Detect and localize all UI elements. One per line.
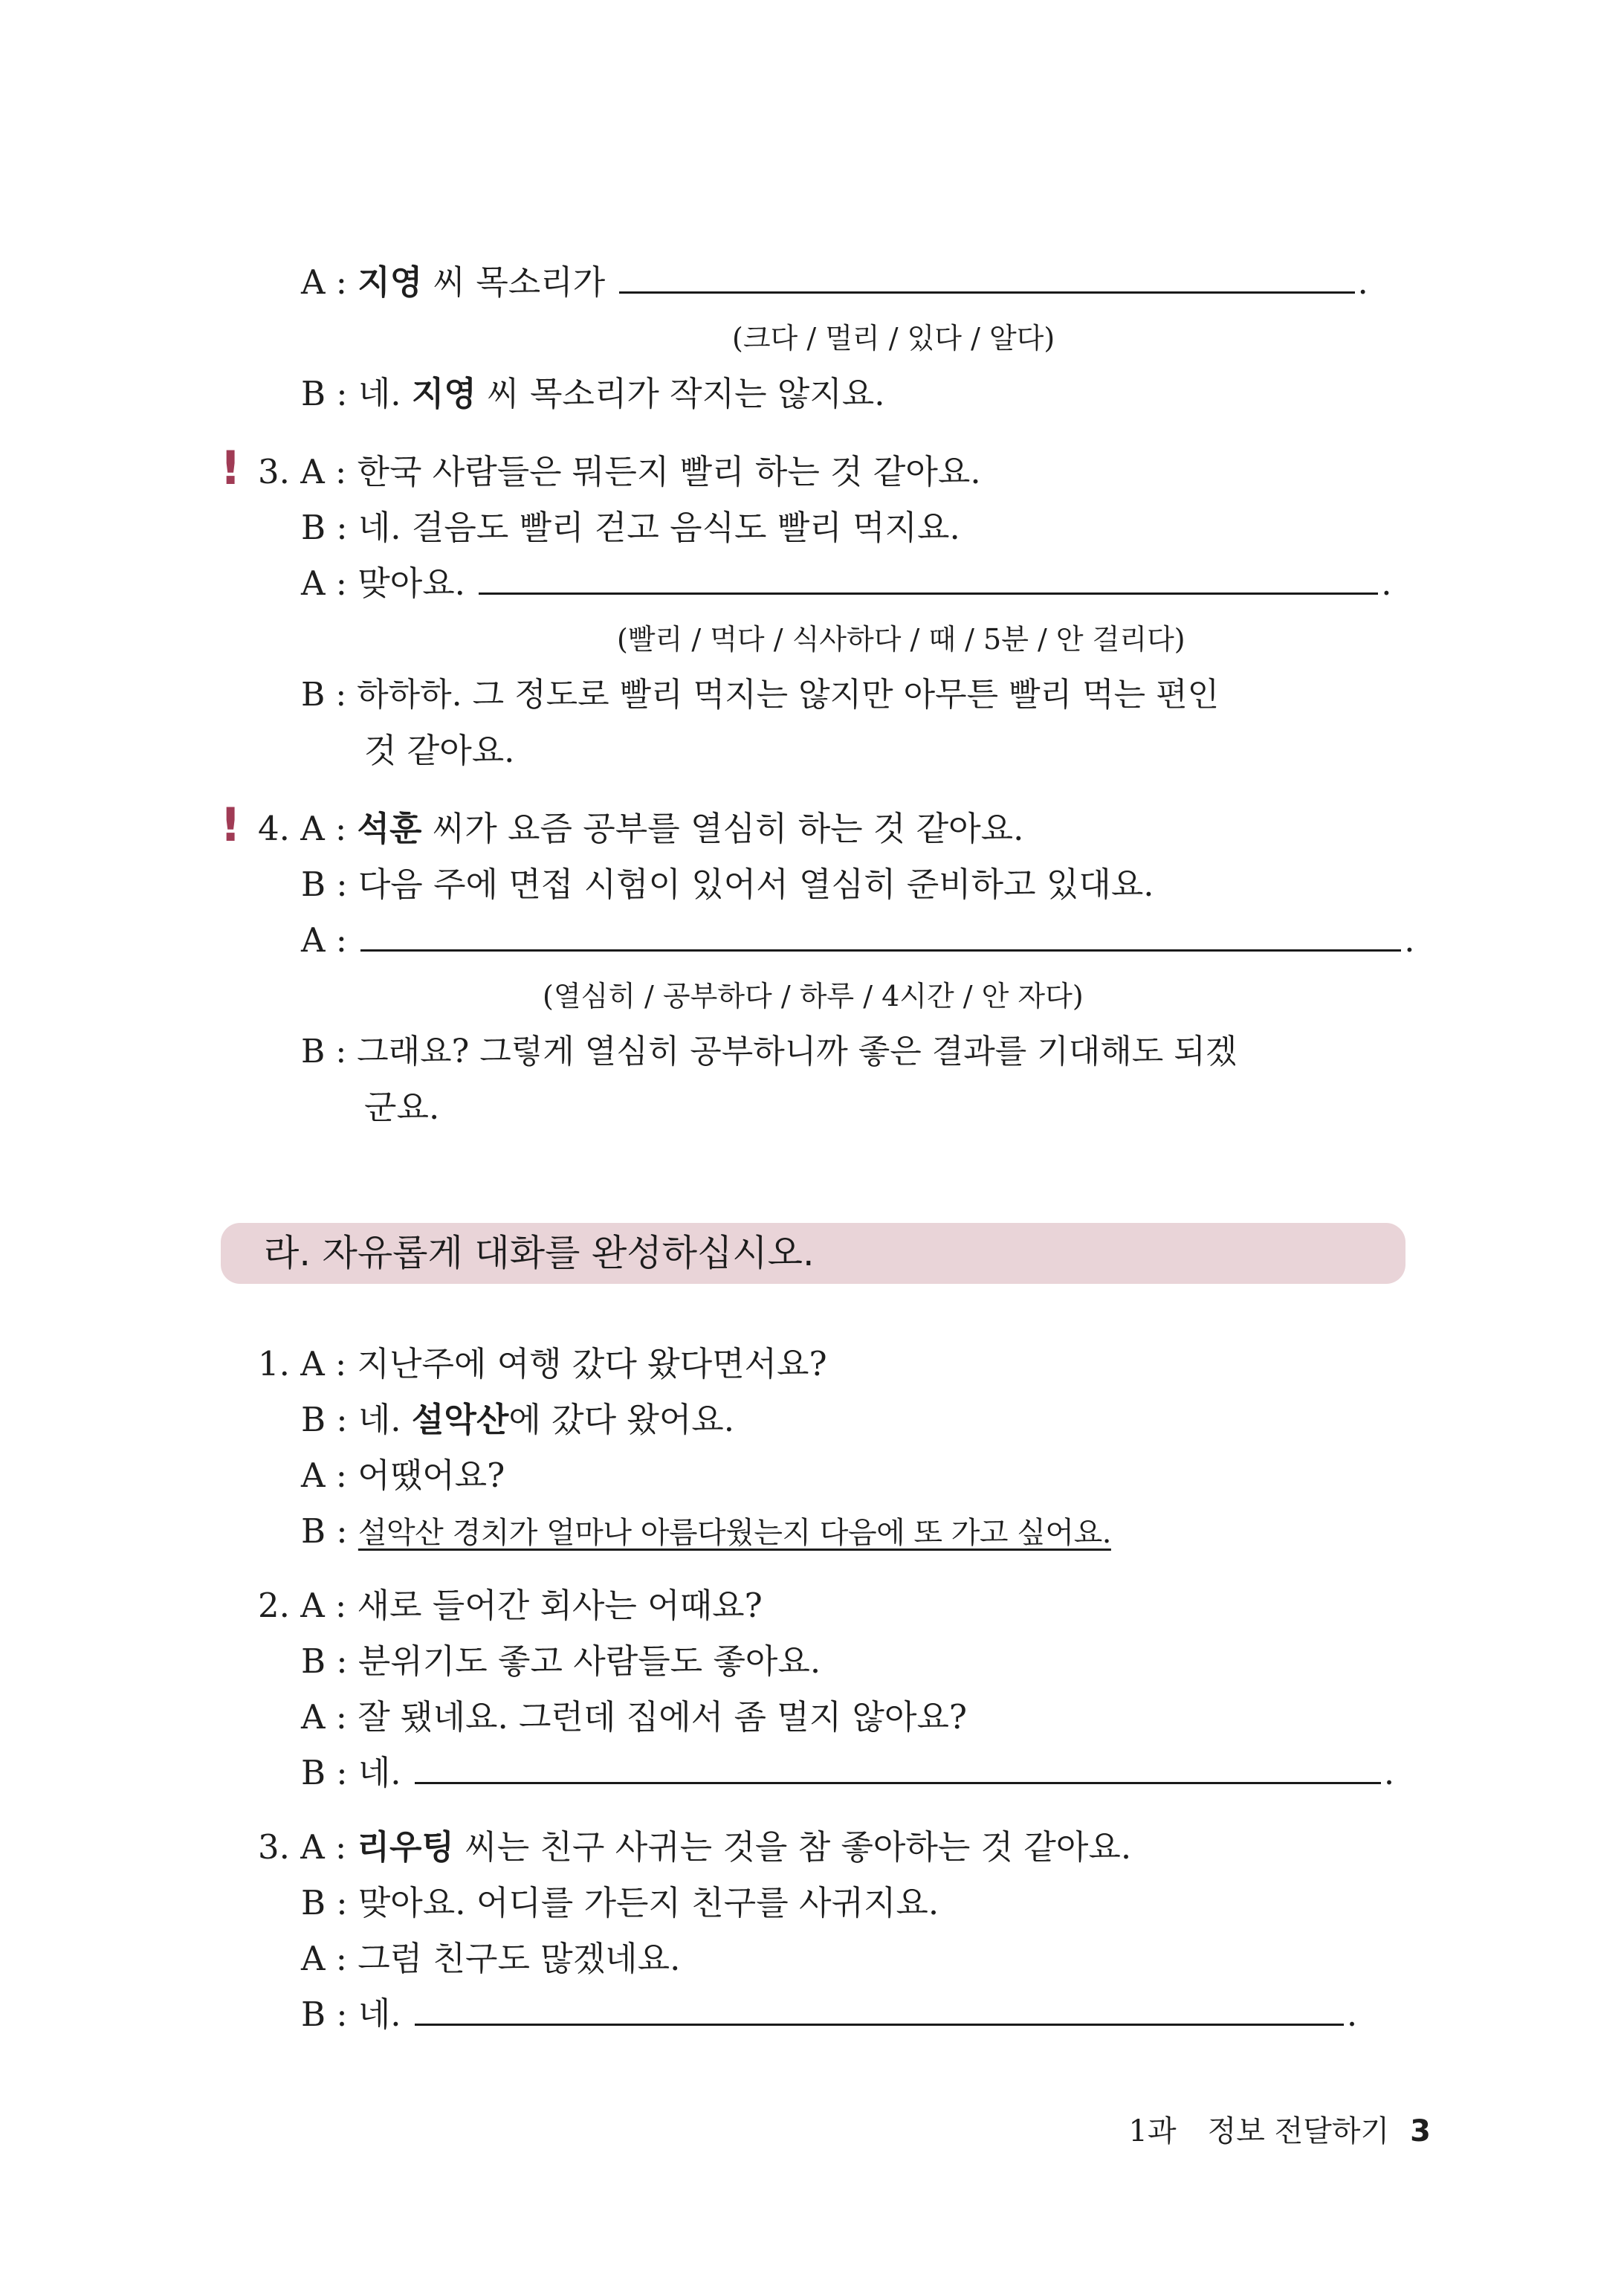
person-name: 리우팅 <box>357 1827 454 1867</box>
person-name: 지영 <box>411 374 476 413</box>
d2-line-2: B : 분위기도 좋고 사람들도 좋아요. <box>301 1641 821 1681</box>
period: . <box>1404 920 1415 960</box>
speaker-label: B : <box>301 1511 358 1551</box>
c3-line-4: B : 하하하. 그 정도로 빨리 먹지는 않지만 아무튼 빨리 먹는 편인 <box>301 676 1220 714</box>
answer-blank[interactable] <box>479 592 1378 595</box>
c3-line-3 <box>301 561 1392 606</box>
c2-line-b <box>301 372 885 416</box>
dialogue-text: A : 맞아요. <box>301 564 476 603</box>
c3-line-1: 3. A : 한국 사람들은 뭐든지 빨리 하는 것 같아요. <box>258 452 981 491</box>
d3-line-1 <box>258 1825 1131 1870</box>
d3-line-2: B : 맞아요. 어디를 가든지 친구를 사귀지요. <box>301 1883 939 1922</box>
section-banner <box>221 1223 1405 1284</box>
dialogue-text: 4. A : <box>258 809 358 848</box>
c4-line-1 <box>258 807 1023 851</box>
lesson-topic: 정보 전달하기 <box>1207 2114 1390 2148</box>
dialogue-text: B : 네. <box>301 1400 412 1439</box>
answer-blank[interactable] <box>415 1782 1381 1784</box>
exclamation-icon: ! <box>220 441 242 495</box>
answer-blank[interactable] <box>360 949 1401 952</box>
c4-line-2: B : 다음 주에 면접 시험이 있어서 열심히 준비하고 있대요. <box>301 865 1154 904</box>
c3-line-5: 것 같아요. <box>364 731 515 770</box>
d2-line-4 <box>301 1751 1394 1795</box>
dialogue-text: 씨는 친구 사귀는 것을 참 좋아하는 것 같아요. <box>453 1827 1132 1867</box>
d3-line-4 <box>301 1992 1357 2037</box>
dialogue-text: 3. A : <box>258 1827 358 1867</box>
d1-line-4 <box>301 1509 1111 1555</box>
period: . <box>1357 262 1368 302</box>
c3-line-2: B : 네. 걸음도 빨리 걷고 음식도 빨리 먹지요. <box>301 508 960 547</box>
dialogue-text: 씨 목소리가 <box>422 262 616 302</box>
c4-line-3 <box>301 918 1415 963</box>
dialogue-text: B : 네. <box>301 1753 412 1792</box>
dialogue-text: A : <box>301 920 358 960</box>
dialogue-text: 씨가 요즘 공부를 열심히 하는 것 같아요. <box>421 809 1024 848</box>
page-footer <box>1129 2113 1431 2150</box>
d2-line-1: 2. A : 새로 들어간 회사는 어때요? <box>258 1586 763 1625</box>
c4-hint: (열심히 / 공부하다 / 하루 / 4시간 / 안 자다) <box>543 980 1084 1013</box>
section-title: 라. 자유롭게 대화를 완성하십시오. <box>264 1232 815 1274</box>
period: . <box>1381 564 1392 603</box>
speaker-label: A : <box>301 262 358 302</box>
d3-line-3: A : 그럼 친구도 많겠네요. <box>301 1939 681 1978</box>
d1-line-1: 1. A : 지난주에 여행 갔다 왔다면서요? <box>258 1344 827 1383</box>
c2-hint: (크다 / 멀리 / 있다 / 알다) <box>732 322 1055 355</box>
exclamation-icon: ! <box>220 798 242 852</box>
c4-line-5: 군요. <box>364 1088 440 1127</box>
dialogue-text: 에 갔다 왔어요. <box>508 1400 735 1439</box>
person-name: 석훈 <box>357 809 422 848</box>
period: . <box>1346 1995 1358 2034</box>
answer-blank[interactable] <box>415 2024 1344 2026</box>
dialogue-text: 씨 목소리가 작지는 않지요. <box>476 374 885 413</box>
d1-line-2 <box>301 1398 734 1442</box>
example-answer: 설악산 경치가 얼마나 아름다웠는지 다음에 또 가고 싶어요. <box>358 1516 1111 1550</box>
c3-hint: (빨리 / 먹다 / 식사하다 / 때 / 5분 / 안 걸리다) <box>617 623 1185 656</box>
d2-line-3: A : 잘 됐네요. 그런데 집에서 좀 멀지 않아요? <box>301 1697 968 1737</box>
speaker-label: B : 네. <box>301 374 412 413</box>
c2-line-a <box>301 260 1368 305</box>
page-number: 3 <box>1410 2114 1431 2148</box>
c4-line-4: B : 그래요? 그렇게 열심히 공부하니까 좋은 결과를 기대해도 되겠 <box>301 1033 1238 1071</box>
person-name: 지영 <box>358 262 423 302</box>
dialogue-text: B : 네. <box>301 1995 412 2034</box>
answer-blank[interactable] <box>619 291 1355 294</box>
d1-line-3: A : 어땠어요? <box>301 1456 505 1495</box>
place-name: 설악산 <box>411 1400 509 1439</box>
lesson-number: 1과 <box>1128 2114 1177 2148</box>
period: . <box>1383 1753 1395 1792</box>
